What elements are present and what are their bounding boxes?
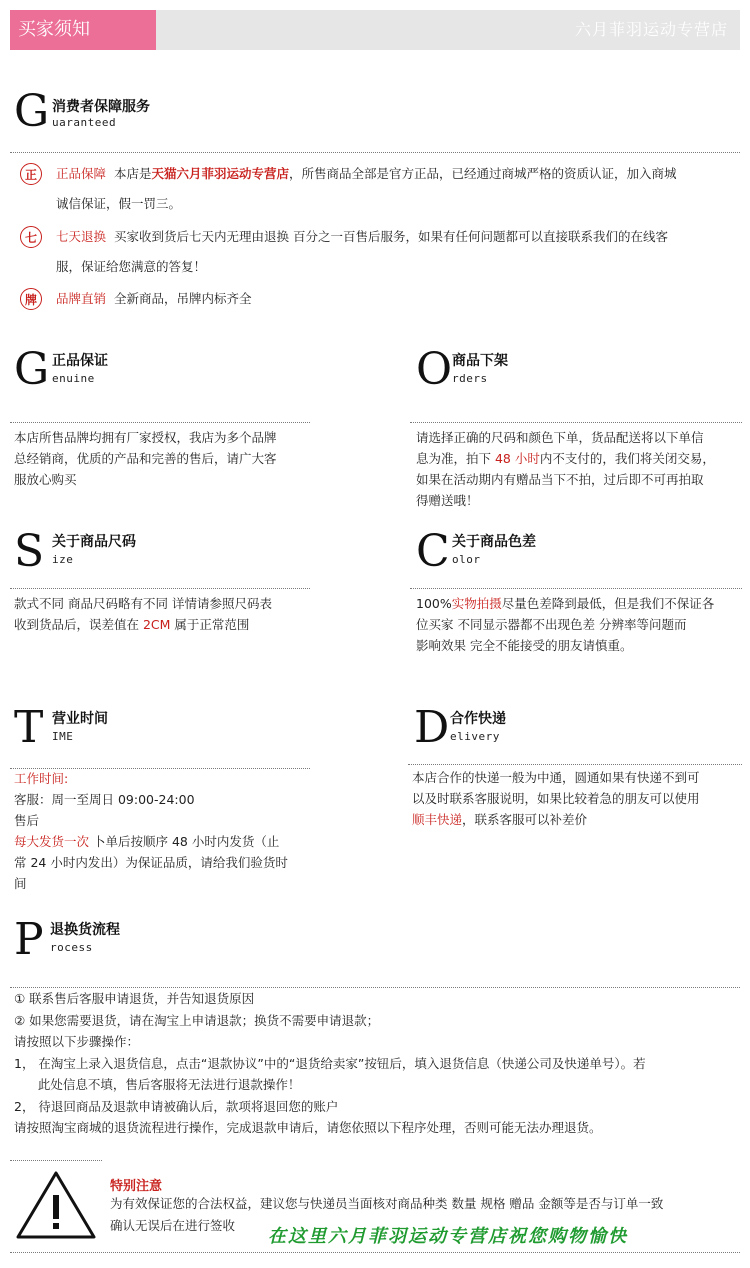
divider (10, 588, 310, 589)
color-text: 100%实物拍摄尽量色差降到最低，但是我们不保证各 位买家 不同显示器都不出现色差 分辨率等问题而 影响效果 完全不能接受的朋友请慎重。 (416, 596, 715, 653)
shop-name: 六月菲羽运动专营店 (574, 20, 728, 39)
divider (10, 152, 740, 153)
time-subtitle: IME (52, 730, 74, 743)
divider (10, 1252, 740, 1253)
size-subtitle: ize (52, 553, 74, 566)
divider (410, 422, 742, 423)
delivery-subtitle: elivery (450, 730, 500, 743)
orders-text: 请选择正确的尺码和颜色下单，货品配送将以下单信 息为准，拍下 48 小时内不支付的，我们将关闭交易， 如果在活动期内有赠品当下不拍，过后即不可再拍取 得赠送哦！ (416, 430, 715, 508)
blessing-text: 在这里六月菲羽运动专营店祝您购物愉快 (268, 1226, 628, 1247)
genuine-title: 正品保证 (52, 353, 108, 369)
process-step: 此处信息不填，售后客服将无法进行退款操作！ (14, 1077, 301, 1092)
buyer-notice-tab: 买家须知 (10, 10, 156, 50)
work-hours-label: 工作时间: (14, 771, 69, 786)
color-title: 关于商品色差 (452, 534, 536, 550)
notice-line1: 为有效保证您的合法权益，建议您与快递员当面核对商品种类 数量 规格 赠品 金额等是否与订单一致 (110, 1196, 664, 1211)
shipping-highlight: 每大发货一次 (14, 834, 90, 849)
guarantee-item-label: 品牌直销 (56, 291, 107, 306)
genuine-letter: G (14, 344, 50, 395)
orders-subtitle: rders (452, 372, 488, 385)
delivery-title: 合作快递 (450, 711, 506, 727)
guarantee-item-return-line2: 服，保证给您满意的答复！ (56, 259, 207, 274)
time-title: 营业时间 (52, 711, 108, 727)
process-letter: P (14, 914, 44, 965)
guarantee-item-genuine: 正品保障 本店是天猫六月菲羽运动专营店，所售商品全部是官方正品，已经通过商城严格的资质认证，加入商城 (56, 166, 677, 181)
guarantee-item-label: 七天退换 (56, 229, 107, 244)
process-step: 2， 待退回商品及退款申请被确认后，款项将退回您的账户 (14, 1098, 339, 1114)
guarantee-item-genuine-line2: 诚信保证，假一罚三。 (56, 196, 182, 211)
warning-icon (10, 1165, 102, 1245)
guarantee-item-return: 七天退换 买家收到货后七天内无理由退换 百分之一百售后服务，如果有任何问题都可以直接联系我们的在线客 (56, 229, 668, 244)
guarantee-item-label: 正品保障 (56, 166, 107, 181)
genuine-subtitle: enuine (52, 372, 95, 385)
orders-letter: O (416, 344, 453, 395)
guarantee-subtitle: uaranteed (52, 116, 117, 129)
color-subtitle: olor (452, 553, 481, 566)
size-letter: S (14, 526, 45, 577)
process-step: 请按照淘宝商城的退货流程进行操作，完成退款申请后，请您依照以下程序处理，否则可能无法办理退货。 (14, 1120, 602, 1135)
sf-express-highlight: 顺丰快递 (412, 812, 463, 827)
process-step: 1， 在淘宝上录入退货信息，点击“退款协议”中的“退货给卖家”按钮后，填入退货信息（快递公司及快递单号）。若 (14, 1055, 646, 1071)
orders-highlight: 48 小时 (494, 451, 540, 466)
header-bar (10, 10, 740, 50)
process-step: ② 如果您需要退货，请在淘宝上申请退款；换货不需要申请退款； (14, 1012, 380, 1028)
delivery-letter: D (414, 702, 450, 753)
process-step: 请按照以下步骤操作： (14, 1034, 140, 1049)
genuine-text: 本店所售品牌均拥有厂家授权，我店为多个品牌 总经销商，优质的产品和完善的售后，请广大客 服放心购买 (14, 430, 277, 487)
process-subtitle: rocess (50, 941, 93, 954)
divider (408, 764, 742, 765)
guarantee-title: 消费者保障服务 (52, 99, 150, 115)
brand-seal-icon: 牌 (20, 288, 42, 310)
store-name-highlight: 天猫六月菲羽运动专营店 (151, 166, 289, 181)
divider (10, 422, 310, 423)
size-title: 关于商品尺码 (52, 534, 136, 550)
color-letter: C (416, 526, 450, 577)
genuine-seal-icon: 正 (20, 163, 42, 185)
divider (10, 1160, 102, 1161)
process-steps (14, 988, 744, 1139)
notice-line2: 确认无误后在进行签收 (110, 1218, 236, 1233)
color-highlight: 实物拍摄 (451, 596, 502, 611)
process-step: ① 联系售后客服申请退货，并告知退货原因 (14, 991, 255, 1006)
orders-title: 商品下架 (452, 353, 508, 369)
time-text: 工作时间: 客服：周一至周日 09:00-24:00 售后 每大发货一次 卜单后按顺序 48 小时内发货（止 常 24 小时内发出）为保证品质，请给我们验货时 间 (14, 768, 314, 894)
notice-title: 特别注意 (110, 1179, 163, 1194)
size-text: 款式不同 商品尺码略有不同 详情请参照尺码表 收到货品后，误差值在 2CM 属于正常范围 (14, 596, 272, 632)
time-letter: T (14, 702, 44, 753)
guarantee-item-brand: 品牌直销 全新商品，吊牌内标齐全 (56, 291, 252, 306)
seven-day-seal-icon: 七 (20, 226, 42, 248)
guarantee-letter: G (14, 86, 50, 137)
delivery-text: 本店合作的快递一般为中通，圆通如果有快递不到可 以及时联系客服说明，如果比较着急的朋友可以使用 顺丰快递，联系客服可以补差价 (412, 770, 700, 827)
size-highlight: 2CM (142, 617, 171, 632)
divider (410, 588, 742, 589)
process-title: 退换货流程 (50, 922, 120, 938)
